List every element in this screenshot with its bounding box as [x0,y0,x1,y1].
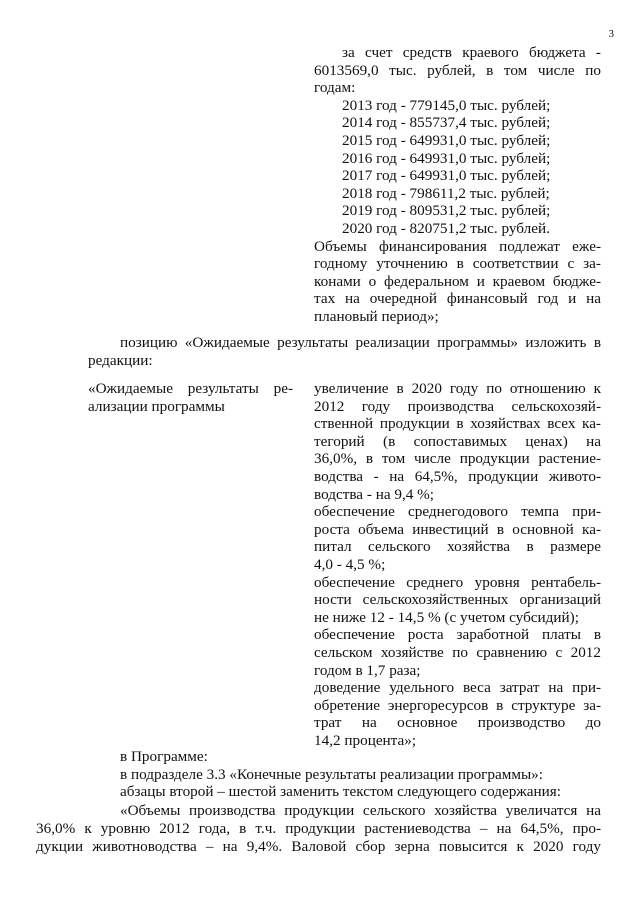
funding-note-line: Объемы финансирования подлежат еже- [314,237,601,255]
funding-note-line: годному уточнению в соответствии с за- [314,255,601,273]
page-number: 3 [608,28,614,40]
results-right-line: обеспечение среднегодового темпа при- [314,503,601,521]
quote-line: «Объемы производства продукции сельского хозяйства увеличатся на [120,802,601,819]
results-table-right [314,380,601,749]
results-right-line: обретение энергоресурсов в структуре за- [314,696,601,714]
position-paragraph-cont [88,352,601,370]
tail-block [88,748,601,801]
funding-note-line: конами о федеральном и краевом бюдже- [314,272,601,290]
results-right-line: 36,0%, в том числе продукции растение- [314,450,601,468]
results-right-line: 2012 году производства сельскохозяй- [314,397,601,415]
funding-note-line: тах на очередной финансовый год и на [314,290,601,308]
funding-year-line: 2016 год - 649931,0 тыс. рублей; [342,149,551,167]
quote-block-cont [36,820,601,855]
position-line: позицию «Ожидаемые результаты реализации программы» изложить в [120,334,601,351]
funding-intro-line: 6013569,0 тыс. рублей, в том числе по [314,61,601,79]
funding-year-line: 2019 год - 809531,2 тыс. рублей; [342,202,551,220]
results-right-line: ственной продукции в хозяйствах всех ка- [314,415,601,433]
funding-note-line: плановый период»; [314,307,439,325]
results-right-line: 14,2 процента»; [314,731,417,749]
funding-year-line: 2020 год - 820751,2 тыс. рублей. [342,219,550,237]
funding-year-line: 2017 год - 649931,0 тыс. рублей; [342,167,551,185]
funding-year-line: 2014 год - 855737,4 тыс. рублей; [342,114,551,132]
results-right-line: сельском хозяйстве по сравнению с 2012 [314,643,601,661]
funding-year-line: 2015 год - 649931,0 тыс. рублей; [342,131,551,149]
quote-block [88,802,601,820]
funding-intro-line: за счет средств краевого бюджета - [342,44,601,61]
position-line: редакции: [88,352,153,369]
results-right-line: доведение удельного веса затрат на при- [314,679,601,697]
results-right-line: не ниже 12 - 14,5 % (с учетом субсидий); [314,608,579,626]
funding-year-line: 2013 год - 779145,0 тыс. рублей; [342,96,551,114]
results-left-line: ализации программы [88,397,225,415]
results-table-left [88,380,293,415]
results-right-line: трат на основное производство до [314,714,601,732]
quote-line: 36,0% к уровню 2012 года, в т.ч. продукции растениеводства – на 64,5%, про- [36,820,601,837]
funding-intro-line: годам: [314,79,356,97]
results-right-line: обеспечение среднего уровня рентабель- [314,573,601,591]
funding-year-line: 2018 год - 798611,2 тыс. рублей; [342,184,550,202]
results-right-line: обеспечение роста заработной платы в [314,626,601,644]
results-right-line: водства - на 64,5%, продукции живото- [314,467,601,485]
results-right-line: питал сельского хозяйства в размере [314,538,601,556]
quote-line: дукции животноводства – на 9,4%. Валовой сбор зерна повысится к 2020 году [36,837,601,855]
results-right-line: 4,0 - 4,5 %; [314,555,386,573]
results-left-line: «Ожидаемые результаты ре- [88,380,293,397]
position-paragraph [88,334,601,352]
results-right-line: водства - на 9,4 %; [314,485,435,503]
funding-block [314,44,601,326]
subsection-line: в подразделе 3.3 «Конечные результаты реализации программы»: [120,765,543,783]
results-right-line: годом в 1,7 раза; [314,661,421,679]
results-right-line: увеличение в 2020 году по отношению к [314,380,601,397]
results-right-line: тегорий (в сопоставимых ценах) на [314,432,601,450]
in-program-line: в Программе: [120,748,208,765]
paragraphs-line: абзацы второй – шестой заменить текстом следующего содержания: [120,783,562,801]
results-right-line: ности сельскохозяйственных организаций [314,591,601,609]
results-right-line: роста объема инвестиций в основной ка- [314,520,601,538]
